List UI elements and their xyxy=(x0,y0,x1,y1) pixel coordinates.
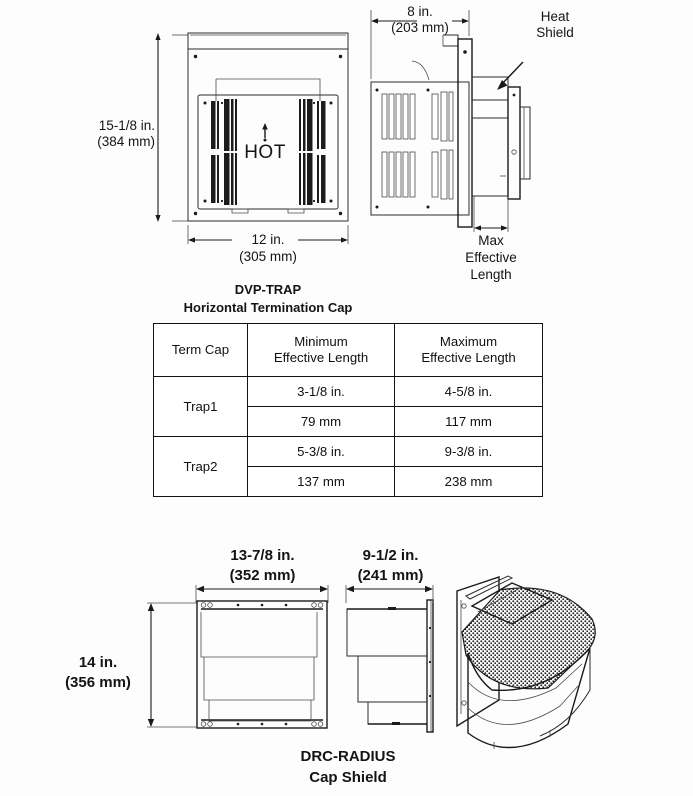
max-len-l2: Effective xyxy=(465,249,517,265)
dim-label-front-width-mm xyxy=(222,249,314,265)
heat-shield-l1: Heat xyxy=(540,9,570,24)
table-row xyxy=(154,437,543,467)
max-len-l1: Max xyxy=(478,233,504,248)
side-depth-in: 8 in. xyxy=(407,4,433,19)
figure-bottom-caption xyxy=(253,746,443,788)
cell-trap1-min-mm: 79 mm xyxy=(248,407,395,437)
callout-label-heat-shield xyxy=(510,9,600,41)
cell-term-cap-trap2: Trap2 xyxy=(154,437,248,497)
caption-bottom-l1: DRC-RADIUS xyxy=(300,748,396,765)
header-term-cap: Term Cap xyxy=(154,324,248,377)
figure-top-caption xyxy=(168,281,368,316)
dim-label-bottom-front-height xyxy=(50,653,146,694)
table-header-row xyxy=(154,324,543,377)
side-depth-mm: (203 mm) xyxy=(391,19,449,35)
header-min-l1: Minimum xyxy=(294,333,348,349)
cell-trap1-max-in: 4-5/8 in. xyxy=(395,377,543,407)
header-maximum-effective-length xyxy=(395,324,543,377)
cell-trap2-min-mm: 137 mm xyxy=(248,467,395,497)
max-len-l3: Length xyxy=(470,266,512,282)
cell-trap1-max-mm: 117 mm xyxy=(395,407,543,437)
dim-label-side-depth xyxy=(380,4,460,36)
front-height-in: 15-1/8 in. xyxy=(98,118,155,133)
dim-label-front-width-in xyxy=(236,232,300,248)
dim-label-front-height xyxy=(63,118,155,150)
bottom-width-in: 13-7/8 in. xyxy=(230,547,295,564)
effective-length-table xyxy=(153,323,543,497)
cell-term-cap-trap1: Trap1 xyxy=(154,377,248,437)
bottom-height-mm: (356 mm) xyxy=(65,674,131,692)
cell-trap2-max-mm: 238 mm xyxy=(395,467,543,497)
bottom-width-mm: (352 mm) xyxy=(229,566,296,584)
dim-label-bottom-side-depth xyxy=(338,546,443,585)
caption-top-l2: Horizontal Termination Cap xyxy=(183,299,353,315)
bottom-depth-mm: (241 mm) xyxy=(357,566,424,584)
cell-trap1-min-in: 3-1/8 in. xyxy=(248,377,395,407)
header-max-l2: Effective Length xyxy=(421,350,516,365)
caption-top-l1: DVP-TRAP xyxy=(234,282,302,297)
dim-label-max-effective-length xyxy=(446,233,536,284)
front-width-in: 12 in. xyxy=(251,232,285,247)
hot-marking-label xyxy=(235,142,295,164)
front-width-mm: (305 mm) xyxy=(239,249,297,264)
caption-bottom-l2: Cap Shield xyxy=(309,769,387,786)
cell-trap2-min-in: 5-3/8 in. xyxy=(248,437,395,467)
dim-label-bottom-front-width xyxy=(205,546,320,585)
front-height-mm: (384 mm) xyxy=(97,133,155,149)
bottom-depth-in: 9-1/2 in. xyxy=(362,547,419,564)
hot-text: HOT xyxy=(244,142,286,163)
louver-group-top-left xyxy=(211,99,237,151)
header-min-l2: Effective Length xyxy=(273,350,369,365)
cell-trap2-max-in: 9-3/8 in. xyxy=(395,437,543,467)
header-max-l1: Maximum xyxy=(439,333,498,349)
louver-group-bottom-left xyxy=(211,153,237,205)
bottom-height-in: 14 in. xyxy=(78,654,118,671)
table-row xyxy=(154,377,543,407)
heat-shield-l2: Shield xyxy=(536,24,574,40)
header-minimum-effective-length xyxy=(248,324,395,377)
